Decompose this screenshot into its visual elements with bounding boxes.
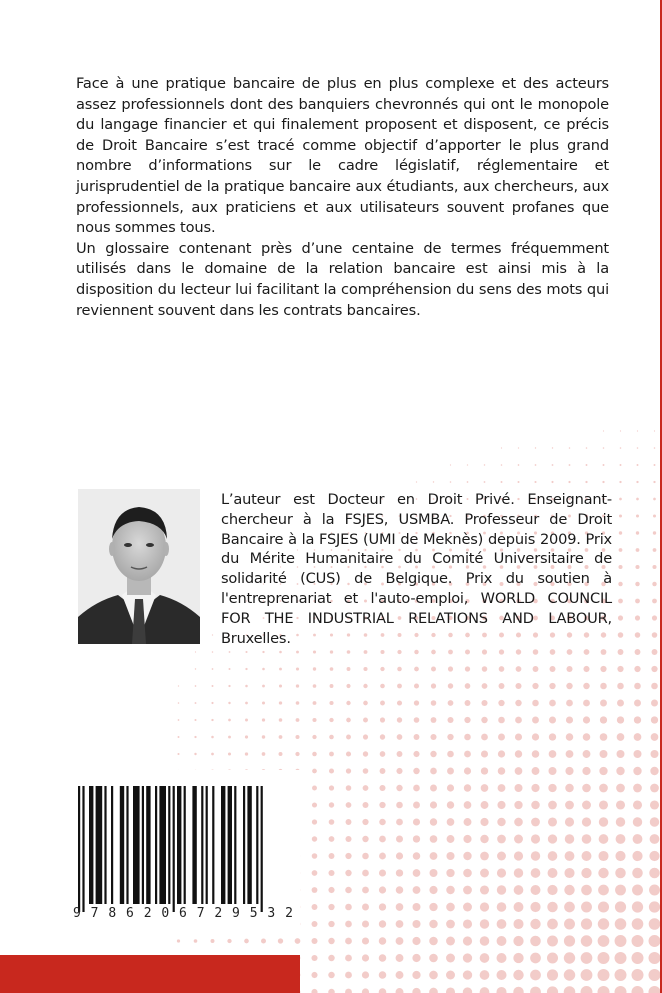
- isbn-digit: 7: [196, 906, 205, 921]
- isbn-digit: 3: [267, 906, 276, 921]
- isbn-digit: 2: [285, 906, 293, 921]
- author-bio: L’auteur est Docteur en Droit Privé. Enseignant-chercheur à la FSJES, USMBA. Professeur de Droit Bancaire à la FSJES (UMI de Meknès) depuis 2009. Prix du Mérite Humanitaire du Comité Universitaire de solidarité (CUS) de Belgique. Prix du soutien à l'entreprenariat et l'auto-emploi, WORLD COUNCIL FOR THE INDUSTRIAL RELATIONS AND LABOUR, Bruxelles.: [221, 491, 612, 647]
- isbn-digit: 6: [126, 906, 134, 921]
- isbn-digit: 9: [73, 906, 81, 921]
- back-cover-blurb: [76, 74, 609, 321]
- isbn-digit: 8: [108, 906, 117, 921]
- isbn-digit: 9: [232, 906, 240, 921]
- author-photo: [78, 489, 200, 644]
- isbn-digit: 7: [90, 906, 99, 921]
- isbn-digit: 2: [143, 906, 152, 921]
- isbn-digit: 5: [249, 906, 258, 921]
- isbn-digit: 2: [214, 906, 223, 921]
- isbn-number: [73, 906, 293, 926]
- isbn-digit: 6: [179, 906, 187, 921]
- bottom-red-bar: [0, 955, 300, 993]
- blurb-paragraph-1: Face à une pratique bancaire de plus en plus complexe et des acteurs assez professionnels dont des banquiers chevronnés qui ont le monopole du langage financier et qui finalement proposent et disposent, ce précis de Droit Bancaire s’est tracé comme objectif d’apporter le plus grand nombre d’informations sur le cadre législatif, réglementaire et jurisprudentiel de la pratique bancaire aux étudiants, aux chercheurs, aux professionnels, aux praticiens et aux utilisateurs souvent profanes que nous sommes tous.: [76, 75, 609, 237]
- isbn-digit: 0: [161, 906, 170, 921]
- blurb-paragraph-2: Un glossaire contenant près d’une centaine de termes fréquemment utilisés dans le domaine de la relation bancaire est ainsi mis à la disposition du lecteur lui facilitant la compréhension du sens des mots qui reviennent souvent dans les contrats bancaires.: [76, 239, 609, 319]
